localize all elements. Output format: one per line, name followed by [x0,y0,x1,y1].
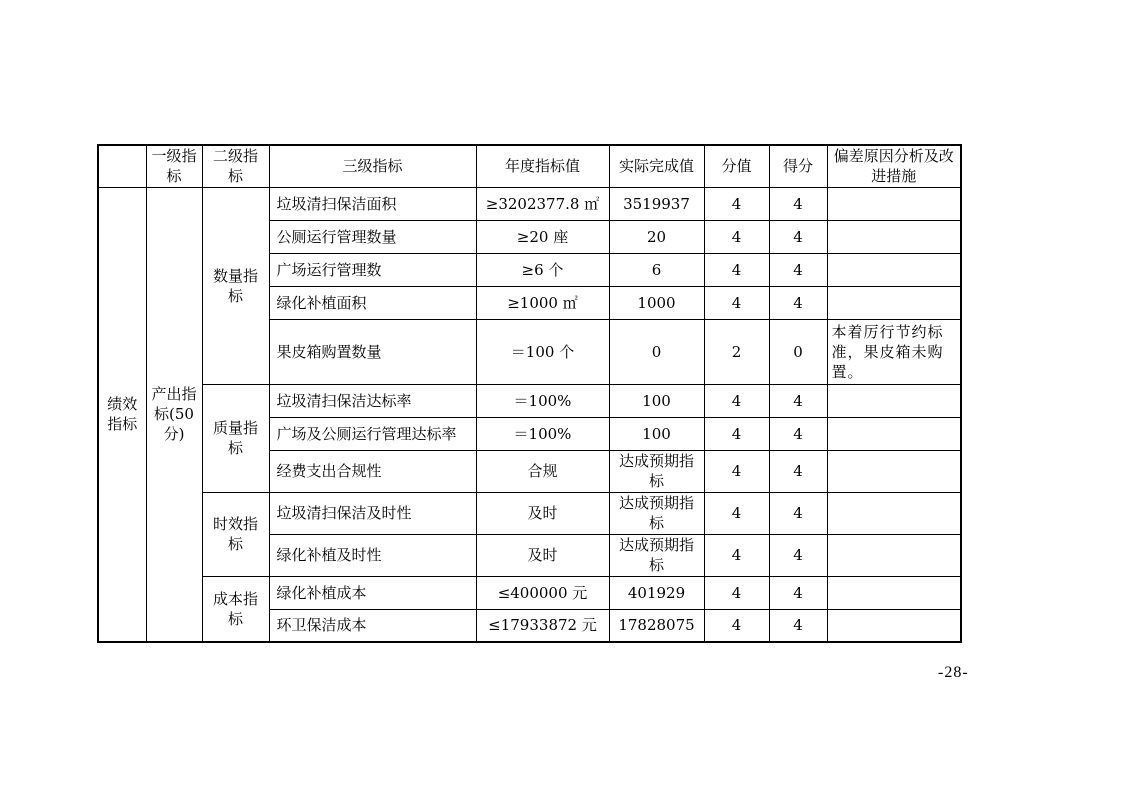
target-value: 及时 [476,534,609,576]
score-got: 4 [769,576,827,609]
header-level2: 二级指标 [202,145,269,187]
target-value: ＝100% [476,417,609,450]
target-value: ＝100 个 [476,319,609,384]
score-got: 4 [769,417,827,450]
target-value: 合规 [476,450,609,492]
score-value: 4 [704,576,769,609]
table-row [98,187,961,220]
score-value: 4 [704,286,769,319]
group-cost: 成本指标 [202,576,269,642]
score-value: 4 [704,534,769,576]
score-value: 4 [704,384,769,417]
actual-value: 100 [609,417,704,450]
indicator-name: 果皮箱购置数量 [269,319,476,384]
indicator-name: 环卫保洁成本 [269,609,476,642]
deviation-note [827,576,961,609]
deviation-note [827,417,961,450]
table-header-row [98,145,961,187]
score-value: 4 [704,187,769,220]
deviation-note [827,384,961,417]
page-number: -28- [938,664,969,681]
target-value: ≥6 个 [476,253,609,286]
score-got: 4 [769,187,827,220]
actual-value: 0 [609,319,704,384]
target-value: ≤400000 元 [476,576,609,609]
col0-label: 绩效指标 [98,187,146,642]
indicator-name: 垃圾清扫保洁及时性 [269,492,476,534]
performance-indicator-table [97,144,962,643]
header-score-value: 分值 [704,145,769,187]
score-value: 4 [704,417,769,450]
actual-value: 达成预期指标 [609,492,704,534]
header-blank [98,145,146,187]
target-value: ≥1000 ㎡ [476,286,609,319]
score-got: 4 [769,492,827,534]
target-value: 及时 [476,492,609,534]
indicator-name: 绿化补植成本 [269,576,476,609]
table-row [98,384,961,417]
table-row [98,576,961,609]
deviation-note [827,492,961,534]
indicator-name: 广场运行管理数 [269,253,476,286]
deviation-note [827,220,961,253]
score-got: 4 [769,450,827,492]
deviation-note [827,609,961,642]
deviation-note: 本着厉行节约标准，果皮箱未购置。 [827,319,961,384]
header-annual-target: 年度指标值 [476,145,609,187]
indicator-name: 绿化补植及时性 [269,534,476,576]
score-value: 4 [704,492,769,534]
actual-value: 17828075 [609,609,704,642]
score-got: 0 [769,319,827,384]
deviation-note [827,253,961,286]
actual-value: 达成预期指标 [609,534,704,576]
score-value: 2 [704,319,769,384]
actual-value: 1000 [609,286,704,319]
indicator-name: 经费支出合规性 [269,450,476,492]
level1-label: 产出指标(50分) [146,187,202,642]
actual-value: 达成预期指标 [609,450,704,492]
group-timeliness: 时效指标 [202,492,269,576]
table-row [98,492,961,534]
score-got: 4 [769,286,827,319]
group-quality: 质量指标 [202,384,269,492]
header-actual: 实际完成值 [609,145,704,187]
score-got: 4 [769,253,827,286]
deviation-note [827,450,961,492]
actual-value: 401929 [609,576,704,609]
header-deviation: 偏差原因分析及改进措施 [827,145,961,187]
group-quantity: 数量指标 [202,187,269,384]
score-value: 4 [704,220,769,253]
indicator-name: 广场及公厕运行管理达标率 [269,417,476,450]
target-value: ≥3202377.8 ㎡ [476,187,609,220]
actual-value: 3519937 [609,187,704,220]
score-got: 4 [769,220,827,253]
target-value: ＝100% [476,384,609,417]
header-level3: 三级指标 [269,145,476,187]
indicator-name: 垃圾清扫保洁达标率 [269,384,476,417]
indicator-name: 垃圾清扫保洁面积 [269,187,476,220]
indicator-name: 公厕运行管理数量 [269,220,476,253]
score-value: 4 [704,609,769,642]
score-got: 4 [769,609,827,642]
target-value: ≥20 座 [476,220,609,253]
score-got: 4 [769,534,827,576]
indicator-name: 绿化补植面积 [269,286,476,319]
actual-value: 6 [609,253,704,286]
header-level1: 一级指标 [146,145,202,187]
deviation-note [827,187,961,220]
deviation-note [827,534,961,576]
score-value: 4 [704,450,769,492]
header-score-got: 得分 [769,145,827,187]
target-value: ≤17933872 元 [476,609,609,642]
actual-value: 20 [609,220,704,253]
score-value: 4 [704,253,769,286]
actual-value: 100 [609,384,704,417]
deviation-note [827,286,961,319]
score-got: 4 [769,384,827,417]
